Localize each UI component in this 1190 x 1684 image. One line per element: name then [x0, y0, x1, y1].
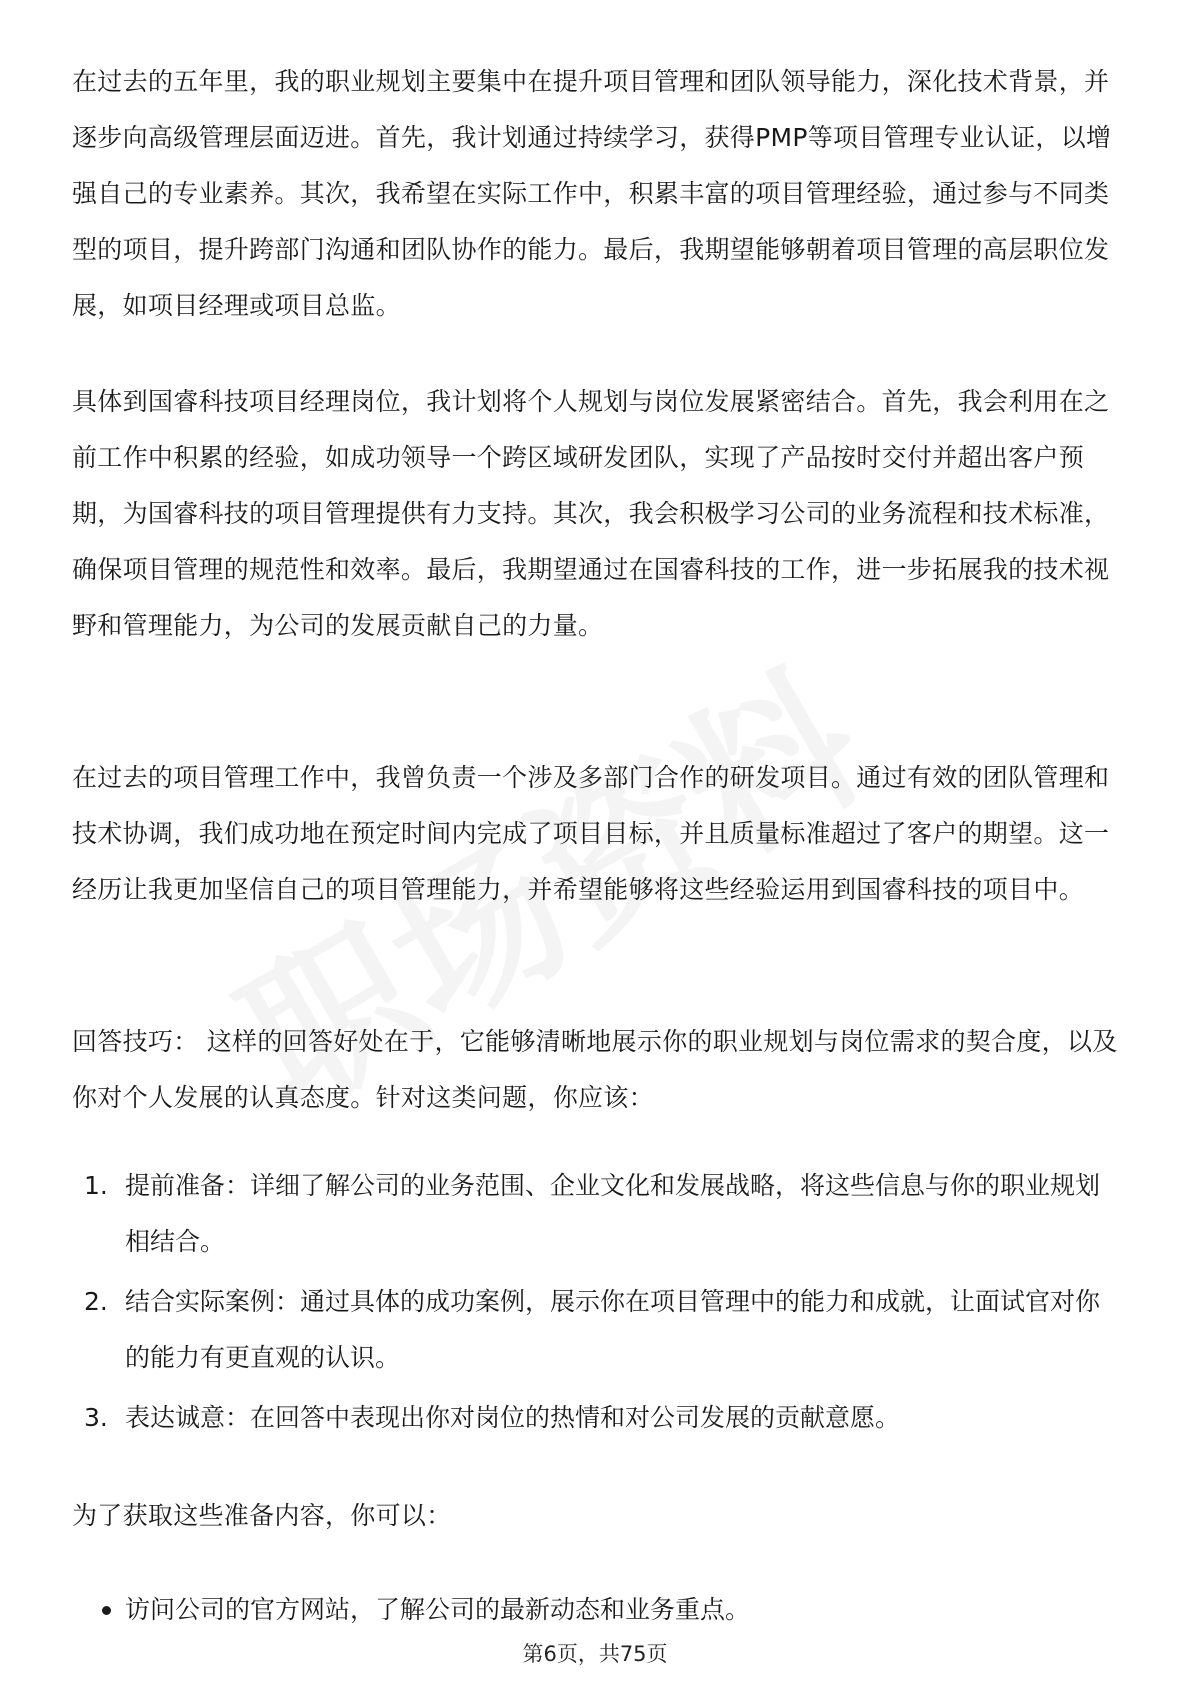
list-item: [72, 1274, 1122, 1386]
paragraph-career-plan: 在过去的五年里，我的职业规划主要集中在提升项目管理和团队领导能力，深化技术背景，并逐步向高级管理层面迈进。首先，我计划通过持续学习，获得PMP等项目管理专业认证，以增强自己的专业素养。其次，我希望在实际工作中，积累丰富的项目管理经验，通过参与不同类型的项目，提升跨部门沟通和团队协作的能力。最后，我期望能够朝着项目管理的高层职位发展，如项目经理或项目总监。: [72, 67, 1112, 320]
list-item-text: 结合实际案例：通过具体的成功案例，展示你在项目管理中的能力和成就，让面试官对你的能力有更直观的认识。: [125, 1287, 1101, 1372]
tips-list: [72, 1158, 1122, 1450]
list-item-text: 访问公司的官方网站，了解公司的最新动态和业务重点。: [125, 1595, 751, 1624]
paragraph-experience: 在过去的项目管理工作中，我曾负责一个涉及多部门合作的研发项目。通过有效的团队管理和技术协调，我们成功地在预定时间内完成了项目目标，并且质量标准超过了客户的期望。这一经历让我更加坚信自己的项目管理能力，并希望能够将这些经验运用到国睿科技的项目中。: [72, 763, 1110, 904]
paragraph-position-plan: 具体到国睿科技项目经理岗位，我计划将个人规划与岗位发展紧密结合。首先，我会利用在之前工作中积累的经验，如成功领导一个跨区域研发团队，实现了产品按时交付并超出客户预期，为国睿科技的项目管理提供有力支持。其次，我会积极学习公司的业务流程和技术标准，确保项目管理的规范性和效率。最后，我期望通过在国睿科技的工作，进一步拓展我的技术视野和管理能力，为公司的发展贡献自己的力量。: [72, 387, 1110, 640]
paragraph-prep-intro: 为了获取这些准备内容，你可以：: [72, 1501, 452, 1530]
list-item: [72, 1158, 1122, 1270]
list-item: [72, 1582, 1122, 1638]
bullet-icon: [102, 1606, 111, 1615]
prep-list: [72, 1582, 1122, 1638]
list-item: [72, 1390, 1122, 1446]
list-number: 2.: [84, 1287, 108, 1316]
list-number: 1.: [84, 1171, 108, 1200]
list-item-text: 表达诚意：在回答中表现出你对岗位的热情和对公司发展的贡献意愿。: [125, 1403, 901, 1432]
list-number: 3.: [84, 1403, 108, 1432]
page-number: 第6页，共75页: [522, 1642, 668, 1666]
list-item-text: 提前准备：详细了解公司的业务范围、企业文化和发展战略，将这些信息与你的职业规划相结合。: [125, 1171, 1101, 1256]
paragraph-answer-tips: 回答技巧： 这样的回答好处在于，它能够清晰地展示你的职业规划与岗位需求的契合度，以及你对个人发展的认真态度。针对这类问题，你应该：: [72, 1027, 1118, 1112]
